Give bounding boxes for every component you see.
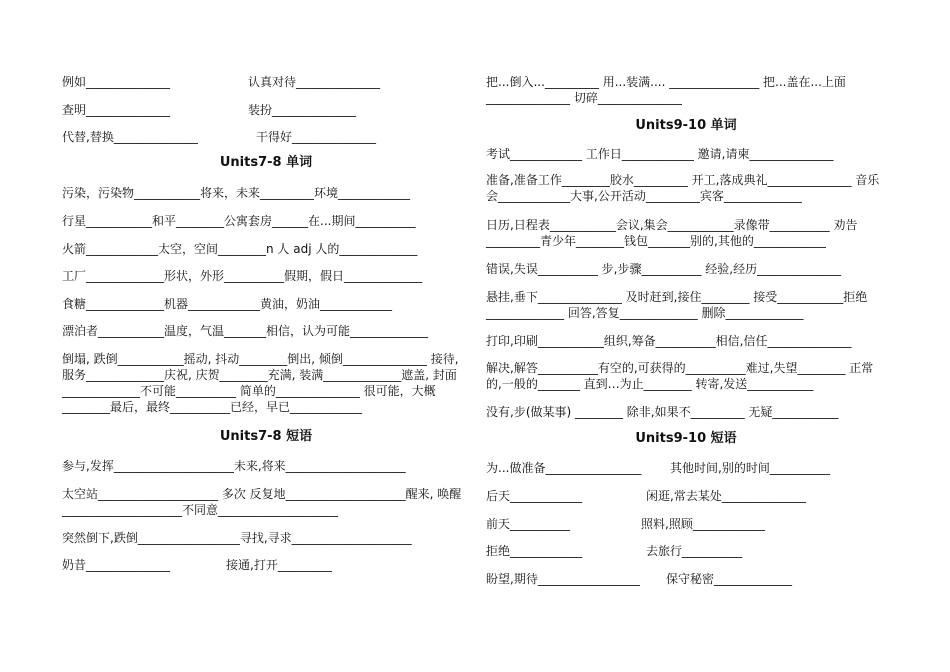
vocab-line: 考试____________ 工作日____________ 邀请,请柬______________ [486, 147, 834, 161]
vocab-item: 干得好______________ [256, 130, 377, 144]
phrase-line: 后天____________ [486, 489, 583, 503]
vocab-line: 悬挂,垂下______________ 及时赶到,接住________ 接受___________拒绝_____________ 回答,答复_____________ 删除_____________ [486, 290, 868, 320]
phrase-line: 前天__________ [486, 517, 571, 531]
phrase-line: 拒绝____________ [486, 544, 583, 558]
vocab-line [62, 102, 170, 118]
vocab-line [248, 74, 380, 90]
section-heading: Units9-10 单词 [635, 118, 737, 133]
vocab-line: 食糖_____________机器____________黄油，奶油____________ [62, 297, 393, 311]
vocab-item: 代替,替换______________ [62, 130, 198, 144]
vocab-line: 错误,失误__________ 步,步骤__________ 经验,经历______________ [486, 262, 842, 276]
vocab-item: 例如______________ [62, 75, 171, 89]
vocab-line: 倒塌, 跌倒___________摇动, 抖动________倒出, 倾倒______________ 接待, 服务_____________庆祝, 庆贺________充满, 装满_____________遮盖, 封面_____________不可能__________ 简单的______________ 很可能，大概________最后，最终__________已经，早已____________ [62, 352, 459, 414]
vocab-item: 查明______________ [62, 103, 171, 117]
phrase-line: 突然倒下,跌倒_________________寻找,寻求____________________ [62, 531, 412, 545]
vocab-line [62, 74, 170, 90]
vocab-line: 打印,印刷___________组织,筹备__________相信,信任______________ [486, 334, 852, 348]
vocab-item: 装扮______________ [248, 103, 357, 117]
phrase-line: 奶昔______________ [62, 558, 171, 572]
vocab-line: 污染，污染物___________将来，未来_________环境____________ [62, 186, 411, 200]
phrase-line: 去旅行__________ [646, 544, 743, 558]
phrase-line: 盼望,期待_________________ [486, 572, 640, 586]
phrase-line: 接通,打开_________ [226, 558, 332, 572]
phrase-line: 为...做准备________________ [486, 461, 642, 475]
vocab-line: 工厂_____________形状，外形__________假期，假日_____________ [62, 269, 423, 283]
section-heading: Units7-8 单词 [219, 155, 313, 170]
vocab-line [62, 129, 198, 145]
section-heading: Units7-8 短语 [219, 429, 313, 444]
vocab-line: 漂泊者___________温度，气温_______相信，认为可能_____________ [62, 324, 429, 338]
phrase-line: 其他时间,别的时间__________ [670, 461, 830, 475]
phrase-line: 太空站____________________ 多次 反复地____________________醒来, 唤醒____________________不同意____________________ [62, 487, 462, 517]
section-heading: Units9-10 短语 [635, 431, 737, 446]
phrase-line: 参与,发挥____________________未来,将来____________________ [62, 459, 406, 473]
vocab-line: 没有,步(做某事) ________ 除非,如果不_________ 无疑___________ [486, 405, 839, 419]
vocab-line: 日历,日程表___________会议,集会___________录像带__________ 劝告_________青少年________钱包_______别的,其他的____________ [486, 218, 858, 248]
vocab-line: 把...倒入..._________ 用...装满.... _______________ 把...盖在...上面______________ 切碎______________ [486, 75, 846, 105]
vocab-line: 行星___________和平________公寓套房______在...期间__________ [62, 214, 416, 228]
vocab-line: 准备,准备工作________胶水_________ 开工,落成典礼______________ 音乐会____________大事,公开活动_________宾客_____________ [486, 173, 880, 203]
phrase-line: 闲逛,常去某处______________ [646, 489, 806, 503]
vocab-line [248, 102, 356, 118]
vocab-line: 火箭____________太空，空间________n 人 adj 人的_____________ [62, 242, 418, 256]
vocab-line [256, 129, 376, 145]
vocab-line: 解决,解答__________有空的,可获得的__________难过,失望________ 正常的,一般的_______ 直到…为止________ 转寄,发送___________ [486, 361, 874, 391]
vocab-item: 认真对待______________ [248, 75, 381, 89]
phrase-line: 保守秘密_____________ [666, 572, 793, 586]
phrase-line: 照料,照顾____________ [641, 517, 765, 531]
